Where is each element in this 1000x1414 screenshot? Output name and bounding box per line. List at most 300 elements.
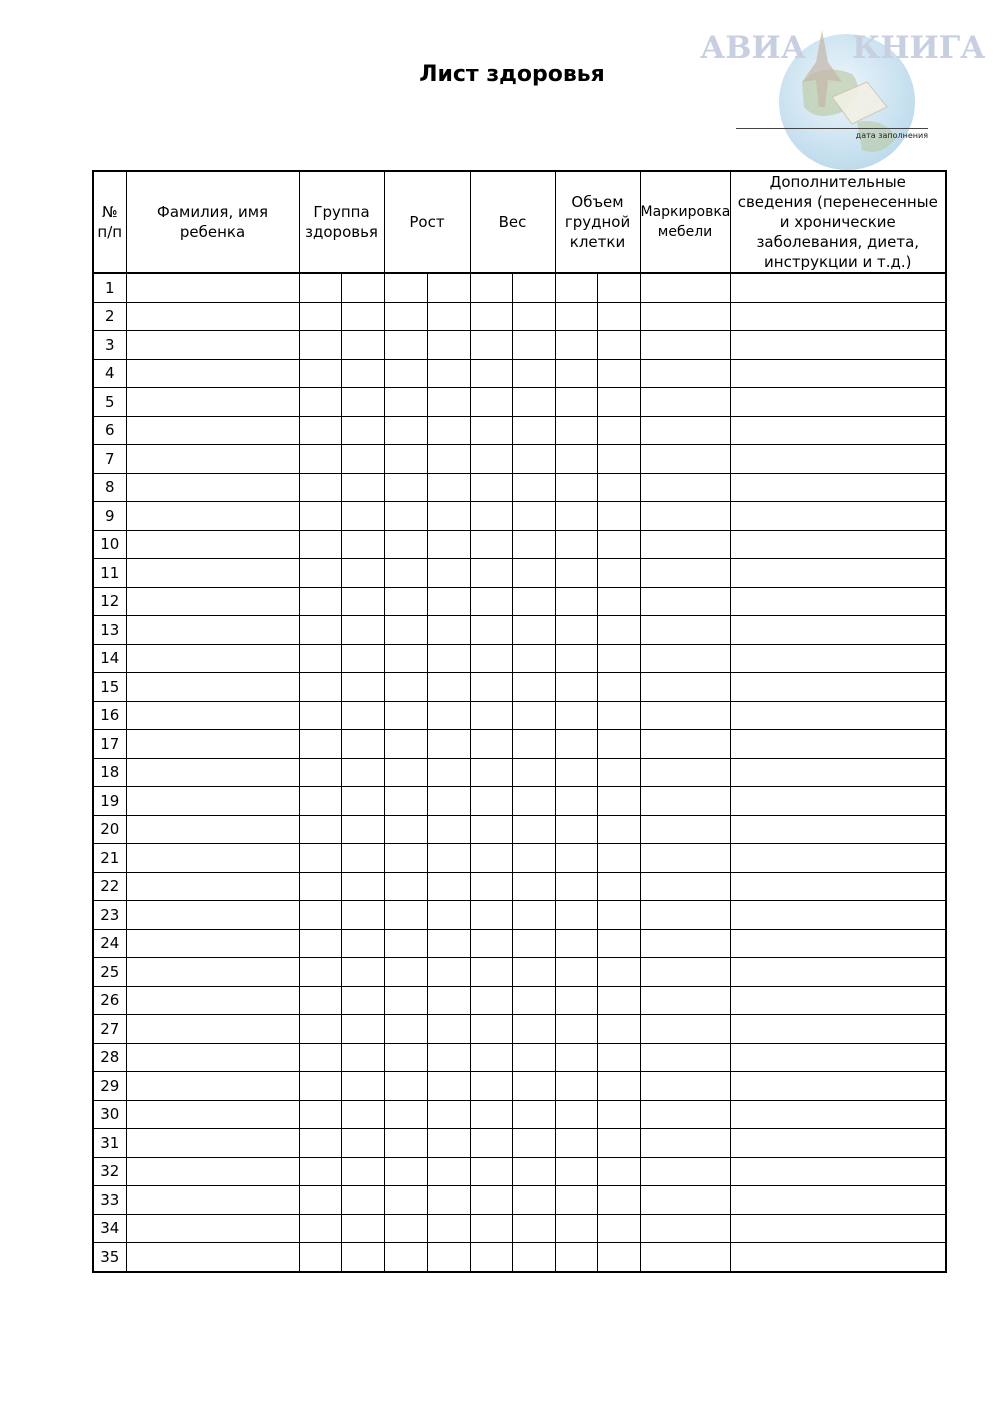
weight-cell-1[interactable] xyxy=(470,1186,512,1215)
chest-cell-1[interactable] xyxy=(555,359,597,388)
height-cell-1[interactable] xyxy=(384,758,427,787)
furniture-cell[interactable] xyxy=(640,587,730,616)
name-cell[interactable] xyxy=(126,616,299,645)
chest-cell-2[interactable] xyxy=(597,273,640,302)
health-group-cell-1[interactable] xyxy=(299,587,341,616)
height-cell-1[interactable] xyxy=(384,844,427,873)
chest-cell-2[interactable] xyxy=(597,1214,640,1243)
additional-cell[interactable] xyxy=(730,559,946,588)
health-group-cell-1[interactable] xyxy=(299,1186,341,1215)
health-group-cell-1[interactable] xyxy=(299,929,341,958)
additional-cell[interactable] xyxy=(730,730,946,759)
height-cell-2[interactable] xyxy=(427,1100,470,1129)
health-group-cell-1[interactable] xyxy=(299,388,341,417)
weight-cell-1[interactable] xyxy=(470,302,512,331)
furniture-cell[interactable] xyxy=(640,359,730,388)
chest-cell-2[interactable] xyxy=(597,929,640,958)
chest-cell-1[interactable] xyxy=(555,1243,597,1272)
weight-cell-2[interactable] xyxy=(512,359,555,388)
health-group-cell-2[interactable] xyxy=(341,1214,384,1243)
weight-cell-1[interactable] xyxy=(470,1243,512,1272)
additional-cell[interactable] xyxy=(730,901,946,930)
health-group-cell-2[interactable] xyxy=(341,359,384,388)
additional-cell[interactable] xyxy=(730,844,946,873)
height-cell-1[interactable] xyxy=(384,359,427,388)
chest-cell-2[interactable] xyxy=(597,559,640,588)
weight-cell-2[interactable] xyxy=(512,787,555,816)
chest-cell-1[interactable] xyxy=(555,730,597,759)
weight-cell-2[interactable] xyxy=(512,1015,555,1044)
additional-cell[interactable] xyxy=(730,644,946,673)
chest-cell-1[interactable] xyxy=(555,844,597,873)
chest-cell-1[interactable] xyxy=(555,302,597,331)
furniture-cell[interactable] xyxy=(640,929,730,958)
health-group-cell-1[interactable] xyxy=(299,644,341,673)
weight-cell-2[interactable] xyxy=(512,872,555,901)
weight-cell-2[interactable] xyxy=(512,701,555,730)
health-group-cell-2[interactable] xyxy=(341,701,384,730)
name-cell[interactable] xyxy=(126,1186,299,1215)
height-cell-1[interactable] xyxy=(384,1100,427,1129)
furniture-cell[interactable] xyxy=(640,388,730,417)
chest-cell-2[interactable] xyxy=(597,872,640,901)
weight-cell-1[interactable] xyxy=(470,929,512,958)
weight-cell-1[interactable] xyxy=(470,1015,512,1044)
weight-cell-1[interactable] xyxy=(470,673,512,702)
weight-cell-1[interactable] xyxy=(470,530,512,559)
chest-cell-2[interactable] xyxy=(597,1072,640,1101)
health-group-cell-2[interactable] xyxy=(341,388,384,417)
furniture-cell[interactable] xyxy=(640,1043,730,1072)
chest-cell-1[interactable] xyxy=(555,273,597,302)
chest-cell-2[interactable] xyxy=(597,473,640,502)
chest-cell-2[interactable] xyxy=(597,844,640,873)
height-cell-2[interactable] xyxy=(427,502,470,531)
name-cell[interactable] xyxy=(126,1129,299,1158)
weight-cell-2[interactable] xyxy=(512,644,555,673)
furniture-cell[interactable] xyxy=(640,787,730,816)
additional-cell[interactable] xyxy=(730,587,946,616)
chest-cell-2[interactable] xyxy=(597,587,640,616)
chest-cell-2[interactable] xyxy=(597,815,640,844)
height-cell-1[interactable] xyxy=(384,1072,427,1101)
chest-cell-2[interactable] xyxy=(597,901,640,930)
chest-cell-2[interactable] xyxy=(597,616,640,645)
chest-cell-2[interactable] xyxy=(597,502,640,531)
weight-cell-2[interactable] xyxy=(512,958,555,987)
height-cell-1[interactable] xyxy=(384,901,427,930)
name-cell[interactable] xyxy=(126,701,299,730)
weight-cell-1[interactable] xyxy=(470,701,512,730)
height-cell-2[interactable] xyxy=(427,331,470,360)
health-group-cell-1[interactable] xyxy=(299,844,341,873)
name-cell[interactable] xyxy=(126,1243,299,1272)
health-group-cell-1[interactable] xyxy=(299,730,341,759)
health-group-cell-1[interactable] xyxy=(299,872,341,901)
chest-cell-2[interactable] xyxy=(597,445,640,474)
chest-cell-2[interactable] xyxy=(597,958,640,987)
name-cell[interactable] xyxy=(126,673,299,702)
furniture-cell[interactable] xyxy=(640,1015,730,1044)
chest-cell-1[interactable] xyxy=(555,502,597,531)
additional-cell[interactable] xyxy=(730,1214,946,1243)
health-group-cell-2[interactable] xyxy=(341,416,384,445)
health-group-cell-2[interactable] xyxy=(341,929,384,958)
furniture-cell[interactable] xyxy=(640,1072,730,1101)
height-cell-2[interactable] xyxy=(427,559,470,588)
height-cell-1[interactable] xyxy=(384,986,427,1015)
name-cell[interactable] xyxy=(126,872,299,901)
health-group-cell-2[interactable] xyxy=(341,758,384,787)
additional-cell[interactable] xyxy=(730,1243,946,1272)
height-cell-2[interactable] xyxy=(427,388,470,417)
name-cell[interactable] xyxy=(126,530,299,559)
additional-cell[interactable] xyxy=(730,302,946,331)
chest-cell-1[interactable] xyxy=(555,986,597,1015)
additional-cell[interactable] xyxy=(730,872,946,901)
furniture-cell[interactable] xyxy=(640,1100,730,1129)
chest-cell-1[interactable] xyxy=(555,616,597,645)
health-group-cell-1[interactable] xyxy=(299,1072,341,1101)
health-group-cell-1[interactable] xyxy=(299,616,341,645)
name-cell[interactable] xyxy=(126,644,299,673)
chest-cell-1[interactable] xyxy=(555,758,597,787)
name-cell[interactable] xyxy=(126,844,299,873)
furniture-cell[interactable] xyxy=(640,302,730,331)
weight-cell-1[interactable] xyxy=(470,273,512,302)
weight-cell-1[interactable] xyxy=(470,1214,512,1243)
weight-cell-2[interactable] xyxy=(512,1043,555,1072)
additional-cell[interactable] xyxy=(730,273,946,302)
height-cell-1[interactable] xyxy=(384,416,427,445)
chest-cell-1[interactable] xyxy=(555,1157,597,1186)
additional-cell[interactable] xyxy=(730,1129,946,1158)
height-cell-2[interactable] xyxy=(427,730,470,759)
weight-cell-2[interactable] xyxy=(512,986,555,1015)
chest-cell-1[interactable] xyxy=(555,1214,597,1243)
weight-cell-2[interactable] xyxy=(512,1214,555,1243)
height-cell-2[interactable] xyxy=(427,901,470,930)
name-cell[interactable] xyxy=(126,730,299,759)
health-group-cell-1[interactable] xyxy=(299,473,341,502)
height-cell-2[interactable] xyxy=(427,302,470,331)
health-group-cell-2[interactable] xyxy=(341,1043,384,1072)
name-cell[interactable] xyxy=(126,473,299,502)
health-group-cell-1[interactable] xyxy=(299,302,341,331)
name-cell[interactable] xyxy=(126,815,299,844)
name-cell[interactable] xyxy=(126,787,299,816)
height-cell-2[interactable] xyxy=(427,844,470,873)
furniture-cell[interactable] xyxy=(640,273,730,302)
health-group-cell-2[interactable] xyxy=(341,331,384,360)
chest-cell-2[interactable] xyxy=(597,673,640,702)
height-cell-1[interactable] xyxy=(384,445,427,474)
name-cell[interactable] xyxy=(126,1015,299,1044)
chest-cell-2[interactable] xyxy=(597,1015,640,1044)
weight-cell-2[interactable] xyxy=(512,445,555,474)
chest-cell-1[interactable] xyxy=(555,787,597,816)
weight-cell-1[interactable] xyxy=(470,1157,512,1186)
chest-cell-2[interactable] xyxy=(597,302,640,331)
height-cell-1[interactable] xyxy=(384,388,427,417)
weight-cell-1[interactable] xyxy=(470,644,512,673)
additional-cell[interactable] xyxy=(730,929,946,958)
health-group-cell-1[interactable] xyxy=(299,1043,341,1072)
chest-cell-2[interactable] xyxy=(597,1186,640,1215)
height-cell-2[interactable] xyxy=(427,1186,470,1215)
height-cell-1[interactable] xyxy=(384,815,427,844)
chest-cell-1[interactable] xyxy=(555,929,597,958)
chest-cell-1[interactable] xyxy=(555,445,597,474)
health-group-cell-1[interactable] xyxy=(299,502,341,531)
height-cell-1[interactable] xyxy=(384,929,427,958)
health-group-cell-1[interactable] xyxy=(299,758,341,787)
health-group-cell-2[interactable] xyxy=(341,273,384,302)
health-group-cell-2[interactable] xyxy=(341,901,384,930)
height-cell-2[interactable] xyxy=(427,758,470,787)
furniture-cell[interactable] xyxy=(640,901,730,930)
name-cell[interactable] xyxy=(126,302,299,331)
additional-cell[interactable] xyxy=(730,1157,946,1186)
health-group-cell-1[interactable] xyxy=(299,1243,341,1272)
weight-cell-2[interactable] xyxy=(512,1072,555,1101)
weight-cell-1[interactable] xyxy=(470,559,512,588)
chest-cell-2[interactable] xyxy=(597,730,640,759)
chest-cell-1[interactable] xyxy=(555,416,597,445)
health-group-cell-1[interactable] xyxy=(299,701,341,730)
height-cell-2[interactable] xyxy=(427,673,470,702)
height-cell-1[interactable] xyxy=(384,1157,427,1186)
chest-cell-2[interactable] xyxy=(597,1043,640,1072)
furniture-cell[interactable] xyxy=(640,872,730,901)
additional-cell[interactable] xyxy=(730,1015,946,1044)
health-group-cell-1[interactable] xyxy=(299,331,341,360)
additional-cell[interactable] xyxy=(730,445,946,474)
health-group-cell-2[interactable] xyxy=(341,559,384,588)
height-cell-2[interactable] xyxy=(427,1214,470,1243)
weight-cell-2[interactable] xyxy=(512,1100,555,1129)
weight-cell-1[interactable] xyxy=(470,473,512,502)
chest-cell-1[interactable] xyxy=(555,1186,597,1215)
furniture-cell[interactable] xyxy=(640,1214,730,1243)
additional-cell[interactable] xyxy=(730,673,946,702)
weight-cell-1[interactable] xyxy=(470,872,512,901)
health-group-cell-1[interactable] xyxy=(299,673,341,702)
weight-cell-1[interactable] xyxy=(470,1072,512,1101)
height-cell-2[interactable] xyxy=(427,1043,470,1072)
weight-cell-2[interactable] xyxy=(512,1157,555,1186)
height-cell-1[interactable] xyxy=(384,1129,427,1158)
additional-cell[interactable] xyxy=(730,986,946,1015)
height-cell-1[interactable] xyxy=(384,587,427,616)
weight-cell-1[interactable] xyxy=(470,815,512,844)
name-cell[interactable] xyxy=(126,502,299,531)
weight-cell-1[interactable] xyxy=(470,359,512,388)
furniture-cell[interactable] xyxy=(640,815,730,844)
height-cell-1[interactable] xyxy=(384,958,427,987)
weight-cell-1[interactable] xyxy=(470,958,512,987)
furniture-cell[interactable] xyxy=(640,644,730,673)
additional-cell[interactable] xyxy=(730,502,946,531)
health-group-cell-2[interactable] xyxy=(341,1072,384,1101)
name-cell[interactable] xyxy=(126,758,299,787)
chest-cell-1[interactable] xyxy=(555,331,597,360)
weight-cell-1[interactable] xyxy=(470,388,512,417)
weight-cell-2[interactable] xyxy=(512,815,555,844)
health-group-cell-2[interactable] xyxy=(341,787,384,816)
chest-cell-1[interactable] xyxy=(555,559,597,588)
chest-cell-1[interactable] xyxy=(555,473,597,502)
health-group-cell-1[interactable] xyxy=(299,416,341,445)
weight-cell-1[interactable] xyxy=(470,901,512,930)
height-cell-2[interactable] xyxy=(427,1015,470,1044)
weight-cell-1[interactable] xyxy=(470,844,512,873)
height-cell-1[interactable] xyxy=(384,673,427,702)
health-group-cell-2[interactable] xyxy=(341,673,384,702)
additional-cell[interactable] xyxy=(730,473,946,502)
name-cell[interactable] xyxy=(126,1100,299,1129)
chest-cell-1[interactable] xyxy=(555,644,597,673)
health-group-cell-2[interactable] xyxy=(341,1015,384,1044)
furniture-cell[interactable] xyxy=(640,473,730,502)
weight-cell-2[interactable] xyxy=(512,473,555,502)
weight-cell-1[interactable] xyxy=(470,616,512,645)
weight-cell-2[interactable] xyxy=(512,388,555,417)
health-group-cell-2[interactable] xyxy=(341,1157,384,1186)
chest-cell-2[interactable] xyxy=(597,416,640,445)
height-cell-2[interactable] xyxy=(427,815,470,844)
furniture-cell[interactable] xyxy=(640,559,730,588)
health-group-cell-2[interactable] xyxy=(341,730,384,759)
chest-cell-1[interactable] xyxy=(555,1129,597,1158)
weight-cell-2[interactable] xyxy=(512,273,555,302)
height-cell-2[interactable] xyxy=(427,1157,470,1186)
health-group-cell-1[interactable] xyxy=(299,1015,341,1044)
health-group-cell-2[interactable] xyxy=(341,616,384,645)
height-cell-2[interactable] xyxy=(427,701,470,730)
health-group-cell-2[interactable] xyxy=(341,1100,384,1129)
height-cell-1[interactable] xyxy=(384,559,427,588)
health-group-cell-2[interactable] xyxy=(341,502,384,531)
weight-cell-2[interactable] xyxy=(512,1243,555,1272)
furniture-cell[interactable] xyxy=(640,986,730,1015)
health-group-cell-2[interactable] xyxy=(341,1243,384,1272)
name-cell[interactable] xyxy=(126,445,299,474)
health-group-cell-2[interactable] xyxy=(341,473,384,502)
health-group-cell-1[interactable] xyxy=(299,1129,341,1158)
chest-cell-2[interactable] xyxy=(597,1157,640,1186)
height-cell-2[interactable] xyxy=(427,416,470,445)
weight-cell-2[interactable] xyxy=(512,673,555,702)
weight-cell-2[interactable] xyxy=(512,530,555,559)
furniture-cell[interactable] xyxy=(640,730,730,759)
height-cell-2[interactable] xyxy=(427,644,470,673)
additional-cell[interactable] xyxy=(730,1043,946,1072)
health-group-cell-1[interactable] xyxy=(299,359,341,388)
chest-cell-1[interactable] xyxy=(555,1015,597,1044)
name-cell[interactable] xyxy=(126,559,299,588)
height-cell-1[interactable] xyxy=(384,1243,427,1272)
health-group-cell-1[interactable] xyxy=(299,986,341,1015)
furniture-cell[interactable] xyxy=(640,616,730,645)
furniture-cell[interactable] xyxy=(640,958,730,987)
additional-cell[interactable] xyxy=(730,1100,946,1129)
additional-cell[interactable] xyxy=(730,616,946,645)
name-cell[interactable] xyxy=(126,1157,299,1186)
name-cell[interactable] xyxy=(126,587,299,616)
health-group-cell-2[interactable] xyxy=(341,1186,384,1215)
height-cell-1[interactable] xyxy=(384,787,427,816)
furniture-cell[interactable] xyxy=(640,445,730,474)
chest-cell-1[interactable] xyxy=(555,1100,597,1129)
health-group-cell-1[interactable] xyxy=(299,273,341,302)
weight-cell-1[interactable] xyxy=(470,331,512,360)
chest-cell-1[interactable] xyxy=(555,388,597,417)
weight-cell-2[interactable] xyxy=(512,901,555,930)
furniture-cell[interactable] xyxy=(640,673,730,702)
height-cell-1[interactable] xyxy=(384,1043,427,1072)
health-group-cell-2[interactable] xyxy=(341,815,384,844)
chest-cell-1[interactable] xyxy=(555,815,597,844)
weight-cell-2[interactable] xyxy=(512,730,555,759)
weight-cell-2[interactable] xyxy=(512,302,555,331)
health-group-cell-2[interactable] xyxy=(341,530,384,559)
height-cell-2[interactable] xyxy=(427,616,470,645)
additional-cell[interactable] xyxy=(730,1186,946,1215)
height-cell-1[interactable] xyxy=(384,1015,427,1044)
name-cell[interactable] xyxy=(126,416,299,445)
height-cell-1[interactable] xyxy=(384,530,427,559)
health-group-cell-1[interactable] xyxy=(299,958,341,987)
name-cell[interactable] xyxy=(126,359,299,388)
health-group-cell-2[interactable] xyxy=(341,844,384,873)
chest-cell-2[interactable] xyxy=(597,758,640,787)
chest-cell-1[interactable] xyxy=(555,958,597,987)
health-group-cell-2[interactable] xyxy=(341,872,384,901)
health-group-cell-1[interactable] xyxy=(299,559,341,588)
chest-cell-1[interactable] xyxy=(555,530,597,559)
health-group-cell-2[interactable] xyxy=(341,958,384,987)
weight-cell-1[interactable] xyxy=(470,587,512,616)
additional-cell[interactable] xyxy=(730,815,946,844)
chest-cell-2[interactable] xyxy=(597,388,640,417)
height-cell-2[interactable] xyxy=(427,530,470,559)
name-cell[interactable] xyxy=(126,1043,299,1072)
height-cell-2[interactable] xyxy=(427,1129,470,1158)
weight-cell-1[interactable] xyxy=(470,986,512,1015)
furniture-cell[interactable] xyxy=(640,701,730,730)
chest-cell-2[interactable] xyxy=(597,1100,640,1129)
height-cell-1[interactable] xyxy=(384,331,427,360)
chest-cell-1[interactable] xyxy=(555,1043,597,1072)
height-cell-1[interactable] xyxy=(384,302,427,331)
health-group-cell-1[interactable] xyxy=(299,1214,341,1243)
weight-cell-1[interactable] xyxy=(470,445,512,474)
health-group-cell-2[interactable] xyxy=(341,445,384,474)
additional-cell[interactable] xyxy=(730,416,946,445)
chest-cell-2[interactable] xyxy=(597,331,640,360)
weight-cell-1[interactable] xyxy=(470,787,512,816)
name-cell[interactable] xyxy=(126,901,299,930)
furniture-cell[interactable] xyxy=(640,758,730,787)
weight-cell-1[interactable] xyxy=(470,758,512,787)
height-cell-2[interactable] xyxy=(427,587,470,616)
weight-cell-1[interactable] xyxy=(470,1100,512,1129)
chest-cell-2[interactable] xyxy=(597,986,640,1015)
weight-cell-2[interactable] xyxy=(512,844,555,873)
weight-cell-2[interactable] xyxy=(512,1129,555,1158)
furniture-cell[interactable] xyxy=(640,530,730,559)
